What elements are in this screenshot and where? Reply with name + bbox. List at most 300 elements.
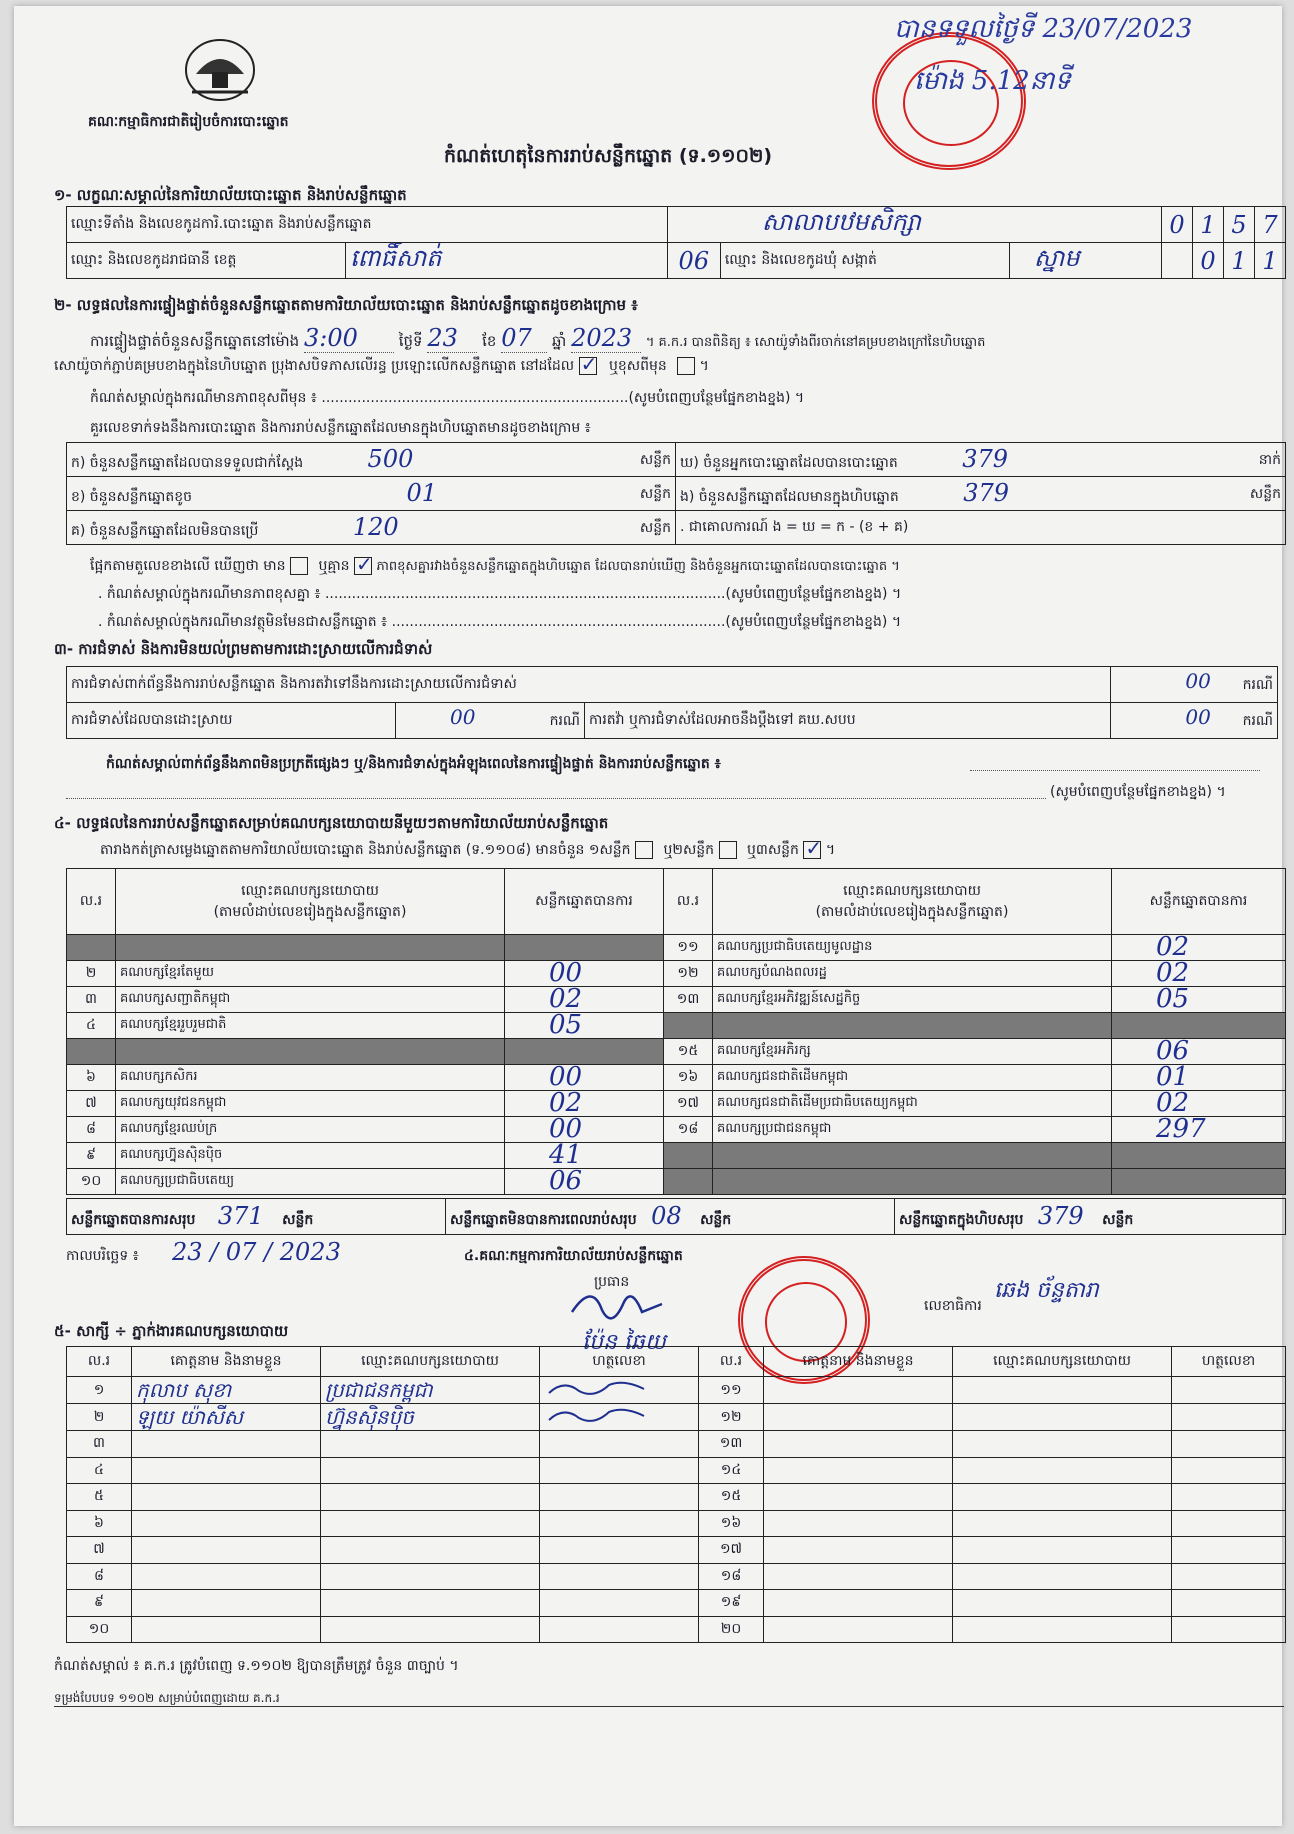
party-votes [1112,1065,1286,1091]
party-no [664,1091,713,1117]
party-name [116,1117,505,1143]
section1-heading: ១- លក្ខណៈសម្គាល់នៃការិយាល័យបោះឆ្នោត និងរាប់សន្លឹកឆ្នោត [54,186,407,204]
witness-name [132,1590,321,1617]
party-votes-value: 00 [549,1064,583,1091]
witness-no [67,1484,132,1511]
party-votes-value: 41 [549,1142,583,1169]
total-invalid-value: 08 [651,1202,682,1230]
commune-code-digit: 1 [1231,246,1247,275]
witness-no [67,1590,132,1617]
party-no-text: ១០ [80,1173,102,1189]
party-name [713,961,1112,987]
seal-line-text: សោយ៉ូចាក់ភ្ជាប់គម្របខាងក្នុងនៃហិបឆ្នោត ប្រុងាសបិទភាសលើរន្ធ ប្រឡោះលើកសន្លឹកឆ្នោត នៅដដែល [54,358,575,374]
received-date-note: បានទទួលថ្ងៃទី 23/07/2023 [894,14,1193,44]
witness-no-text: ១៦ [720,1514,742,1531]
total-valid-value: 371 [217,1202,264,1230]
party-name-text: គណបក្សខ្មែររួបរួមជាតិ [120,1017,227,1032]
witness-name [764,1537,953,1564]
witness-party [953,1377,1172,1404]
party-no [67,935,116,961]
total-box-value: 379 [1037,1202,1084,1230]
discrepancy-yes-checkbox[interactable] [290,557,308,575]
party-no [664,1065,713,1091]
witness-row [67,1404,1286,1431]
party-votes [505,1143,664,1169]
witness-signature [540,1431,699,1458]
party-votes [1112,987,1286,1013]
witness-signature [540,1510,699,1537]
voters-unit: នាក់ [1258,451,1281,468]
witness-party [321,1404,540,1431]
spoiled-ballots-label: ខ) ចំនួនសន្លឹកឆ្នោតខូច [71,488,192,505]
party-votes-value: 02 [1156,934,1190,961]
witness-no-text: ៦ [94,1514,104,1531]
witness-name [764,1616,953,1643]
section2-heading: ២- លទ្ធផលនៃការផ្ទៀងផ្ទាត់ចំនួនសន្លឹកឆ្នោតតាមការិយាល័យបោះឆ្នោត និងរាប់សន្លឹកឆ្នោតដូចខាងក្រោម ៖ [54,296,638,314]
location-code-digit: 0 [1169,210,1185,239]
party-votes [1112,1169,1286,1195]
witness-no-text: ១០ [88,1620,110,1637]
party-votes-value: 05 [549,1012,583,1039]
party-no [67,1169,116,1195]
appeal-unit: ករណី [1242,712,1273,729]
party-name [116,1091,505,1117]
party-no-text: ១២ [677,965,699,981]
witness-no [67,1510,132,1537]
party-votes [505,1169,664,1195]
witness-no-text: ១២ [720,1408,742,1425]
party-no-text: ២ [85,965,97,981]
party-name [713,987,1112,1013]
witness-name-text: ឡុយ យ៉ាសីស [136,1404,243,1429]
party-name-text: គណបក្សប្រជាធិបតេយ្យមូលដ្ឋាន [717,939,873,954]
section5-heading: ៥- សាក្សី ÷ ភ្នាក់ងារគណបក្សនយោបាយ [54,1322,289,1340]
witness-name [132,1510,321,1537]
party-name-text: គណបក្សខ្មែរឈប់ក្រ [120,1121,218,1136]
party-votes-value: 02 [1156,1090,1190,1117]
witness-party [321,1377,540,1404]
witness-party [953,1510,1172,1537]
witness-signature [1172,1457,1286,1484]
party-result-row [67,1091,1286,1117]
witness-row [67,1616,1286,1643]
party-name [116,1039,505,1065]
box-ballots-value: 379 [963,478,1010,507]
party-votes-value: 02 [549,986,583,1013]
witness-party [321,1563,540,1590]
footer-rule [54,1706,1284,1707]
witness-signature [1172,1537,1286,1564]
verification-year: 2023 [571,324,641,353]
verification-month: 07 [501,324,547,353]
col-party-line1: ឈ្មោះគណបក្សនយោបាយ [241,882,379,899]
party-name [713,1039,1112,1065]
witness-row [67,1457,1286,1484]
witness-row [67,1510,1286,1537]
committee-name: គណៈកម្មាធិការជាតិរៀបចំការបោះឆ្នោត [88,114,289,130]
witness-party-text: ហ្វ៊ុនស៊ិនប៉ិច [325,1404,414,1429]
witness-no-text: ៤ [94,1461,104,1478]
party-votes-value: 05 [1156,986,1190,1013]
party-votes-value: 02 [549,1090,583,1117]
witness-name [132,1484,321,1511]
witness-signature [540,1537,699,1564]
party-name [713,1169,1112,1195]
tally-sheet-line: តារាងកត់ត្រាសម្លេងឆ្នោតតាមការិយាល័យបោះឆ្នោត និងរាប់សន្លឹកឆ្នោត (ទ.១១០៨) មានចំនួន ១សន្លឹក ឬ២សន្លឹក ឬ៣សន្លឹក ✓ ។ [100,840,835,861]
irregularity-note: កំណត់សម្គាល់ពាក់ព័ន្ធនឹងភាពមិនប្រក្រតីផ្សេងៗ ឬ/និងការជំទាស់ក្នុងអំឡុងពេលនៃការផ្ទៀងផ្ទាត់ និងការរាប់សន្លឹកឆ្នោត ៖ [106,756,721,772]
witness-col-party: ឈ្មោះគណបក្សនយោបាយ [321,1347,540,1377]
witness-party [321,1457,540,1484]
witness-signature [540,1590,699,1617]
party-name [713,935,1112,961]
date-label: កាលបរិច្ឆេទ ៖ [66,1248,139,1264]
spoiled-ballots-unit: សន្លឹក [639,485,671,502]
party-no-text: ១១ [677,939,699,955]
seal-unchanged-checkbox[interactable] [579,357,597,375]
witness-signature [1172,1510,1286,1537]
objections-value: 00 [1185,668,1211,693]
party-result-row [67,1169,1286,1195]
objections-table [66,666,1278,739]
three-sheet-checkbox[interactable] [803,841,821,859]
three-sheet-label: ឬ៣សន្លឹក [746,842,799,858]
seal-changed-checkbox[interactable] [677,357,695,375]
party-name [116,1013,505,1039]
col-party-line2: (តាមលំដាប់លេខរៀងក្នុងសន្លឹកឆ្នោត) [815,903,1009,920]
witness-no-text: ១៩ [720,1594,742,1611]
party-no [67,987,116,1013]
foreign-object-note: . កំណត់សម្គាល់ក្នុងករណីមានវត្ថុមិនមែនជាសន្លឹកឆ្នោត ៖ ...........................................................................(សូមបំពេញបន្ថែមផ្នែកខាងខ្នង) ។ [98,614,902,630]
party-name-text: គណបក្សបំណងពលរដ្ឋ [717,965,827,980]
witness-name [132,1431,321,1458]
two-sheet-label: ឬ២សន្លឹក [663,842,715,858]
witness-no-text: ១១ [720,1381,742,1398]
party-no-text: ១៣ [676,991,700,1007]
witness-name [132,1457,321,1484]
section3-heading: ៣- ការជំទាស់ និងការមិនយល់ព្រមតាមការដោះស្រាយលើការជំទាស់ [54,640,433,658]
party-result-row [67,1013,1286,1039]
witness-row [67,1431,1286,1458]
witness-no-text: ១៧ [719,1541,743,1558]
witness-row [67,1590,1286,1617]
party-no [67,1117,116,1143]
party-name-text: គណបក្សខ្មែរអភិរក្ស [717,1043,811,1058]
witness-name [764,1457,953,1484]
witness-no [699,1563,764,1590]
discrepancy-note: . កំណត់សម្គាល់ក្នុងករណីមានភាពខុសគ្នា ៖ ..........................................................................................(សូមបំពេញបន្ថែមផ្នែកខាងខ្នង) ។ [98,586,902,602]
witness-party [953,1616,1172,1643]
witness-no [67,1537,132,1564]
party-votes [505,987,664,1013]
section1-table [66,206,1286,279]
witness-name [132,1377,321,1404]
party-votes-value: 01 [1156,1064,1190,1091]
witness-col-no: ល.រ [699,1347,764,1377]
location-code-digit: 7 [1262,210,1278,239]
total-invalid-unit: សន្លឹក [700,1212,732,1228]
witness-name [132,1563,321,1590]
party-no [67,1065,116,1091]
party-no-text: ៩ [86,1147,96,1163]
objections-label: ការជំទាស់ពាក់ព័ន្ធនឹងការរាប់សន្លឹកឆ្នោត និងការតវ៉ាទៅនឹងការដោះស្រាយលើការជំទាស់ [67,667,1111,703]
witness-body [67,1377,1286,1643]
witness-signature-icon [544,1404,654,1426]
verification-time: 3:00 [304,324,394,353]
party-name-text: គណបក្សខ្មែរអភិវឌ្ឍន៍សេដ្ឋកិច្ច [717,991,861,1006]
figures-intro: គួរលេខទាក់ទងនឹងការបោះឆ្នោត និងការរាប់សន្លឹកឆ្នោតដែលមានក្នុងហិបឆ្នោតមានដូចខាងក្រោម ៖ [90,420,591,436]
witness-signature [1172,1484,1286,1511]
appeal-value: 00 [1185,704,1211,729]
form-title: កំណត់ហេតុនៃការរាប់សន្លឹកឆ្នោត (ទ.១១០២) [444,145,773,167]
party-no [664,961,713,987]
witness-no-text: ១៤ [720,1461,742,1478]
discrepancy-no-checkbox[interactable] [354,557,372,575]
party-no [67,1143,116,1169]
witness-col-signature: ហត្ថលេខា [540,1347,699,1377]
witness-row [67,1484,1286,1511]
party-name-text: គណបក្សយុវជនកម្ពុជា [120,1095,227,1110]
witness-col-name: គោត្តនាម និងនាមខ្លួន [764,1347,953,1377]
totals-table [66,1198,1286,1235]
witness-no-text: ៩ [94,1594,104,1611]
party-votes [1112,1013,1286,1039]
party-votes [505,1091,664,1117]
witness-name [764,1484,953,1511]
party-votes [1112,1143,1286,1169]
province-code: 06 [678,246,710,275]
verification-line [90,324,985,354]
witness-no [699,1484,764,1511]
witness-no-text: ៥ [94,1488,104,1505]
witness-no-text: ២ [93,1408,105,1425]
party-name-text: គណបក្សប្រជាធិបតេយ្យ [120,1173,235,1188]
party-name-text: គណបក្សជនជាតិដើមប្រជាធិបតេយ្យកម្ពុជា [717,1095,918,1110]
party-votes-value: 00 [549,960,583,987]
resolved-unit: ករណី [549,712,580,729]
witness-signature [540,1616,699,1643]
party-name [116,961,505,987]
chair-label: ប្រធាន [594,1274,630,1290]
witness-no-text: ១៥ [720,1488,742,1505]
witness-no-text: ១៨ [720,1567,742,1584]
party-no [664,987,713,1013]
witness-party [321,1616,540,1643]
witness-party [953,1590,1172,1617]
party-no-text: ៨ [86,1121,96,1137]
witness-no [67,1457,132,1484]
location-code-digit: 5 [1231,210,1247,239]
party-no-text: ៦ [86,1069,96,1085]
party-name [713,1013,1112,1039]
witness-no-text: ៣ [93,1435,105,1452]
total-box-unit: សន្លឹក [1102,1212,1134,1228]
commune-value: ស្នាម [1033,244,1080,272]
witness-no [67,1431,132,1458]
received-ballots-label: ក) ចំនួនសន្លឹកឆ្នោតដែលបានទទួលជាក់ស្តែង [71,454,304,471]
party-no-text: ១៦ [677,1069,699,1085]
witness-name [132,1537,321,1564]
col-party [713,869,1112,935]
commune-label: ឈ្មោះ និងលេខកូដឃុំ សង្កាត់ [720,243,1009,279]
form-footer: ទម្រង់បែបបទ ១១០២ សម្រាប់បំពេញដោយ គ.ក.រ [54,1691,280,1705]
party-name [116,1065,505,1091]
document-sheet [14,6,1282,1826]
witness-col-name: គោត្តនាម និងនាមខ្លួន [132,1347,321,1377]
voters-value: 379 [962,444,1008,473]
one-sheet-checkbox[interactable] [635,841,653,859]
party-no [67,1039,116,1065]
witness-signature [540,1484,699,1511]
party-name-text: គណបក្សកសិករ [120,1069,198,1084]
party-no [664,1143,713,1169]
party-name [713,1091,1112,1117]
party-votes-value: 06 [1156,1038,1190,1065]
party-name [713,1143,1112,1169]
witness-signature [540,1404,699,1431]
party-votes [1112,1039,1286,1065]
party-result-row [67,1039,1286,1065]
witness-row [67,1563,1286,1590]
total-valid-label: សន្លឹកឆ្នោតបានការសរុប [71,1212,196,1228]
witness-no [699,1431,764,1458]
party-name [713,1117,1112,1143]
witness-party [953,1431,1172,1458]
party-no [67,1091,116,1117]
col-no: ល.រ [67,869,116,935]
party-name-text: គណបក្សជនជាតិដើមកម្ពុជា [717,1069,849,1084]
party-name-text: គណបក្សខ្មែរតែមួយ [120,965,215,980]
commune-code-digit: 1 [1262,246,1278,275]
party-no-text: ១៧ [676,1095,700,1111]
witness-party [953,1484,1172,1511]
witness-no [699,1537,764,1564]
witness-signature [540,1457,699,1484]
party-votes [505,1013,664,1039]
appeal-label: ការតវ៉ា ឬការជំទាស់ដែលអាចនឹងប្ដឹងទៅ គឃ.សបប [585,703,1111,739]
party-no-text: ៣ [85,991,97,1007]
box-ballots-label: ង) ចំនួនសន្លឹកឆ្នោតដែលមានក្នុងហិបឆ្នោត [680,488,899,505]
witness-no [67,1377,132,1404]
witness-signature [1172,1590,1286,1617]
verification-month-label: ខែ [482,332,497,350]
party-votes [505,935,664,961]
witness-name-text: កុលាប សុខា [136,1377,232,1402]
witness-signature [1172,1377,1286,1404]
two-sheet-checkbox[interactable] [719,841,737,859]
witness-name [764,1590,953,1617]
witness-no-text: ១៣ [719,1435,743,1452]
party-no [664,1039,713,1065]
total-invalid-label: សន្លឹកឆ្នោតមិនបានការពេលរាប់សរុប [450,1212,637,1228]
received-ballots-value: 500 [367,444,414,473]
witness-name [764,1510,953,1537]
col-no: ល.រ [664,869,713,935]
witness-no [67,1404,132,1431]
party-name [116,987,505,1013]
irregularity-dotted-line [66,798,1046,799]
witness-no-text: ២០ [720,1620,742,1637]
witness-name [132,1616,321,1643]
witness-signature [1172,1431,1286,1458]
col-party-line1: ឈ្មោះគណបក្សនយោបាយ [843,882,981,899]
witness-no [699,1404,764,1431]
party-no-text: ១៥ [677,1043,699,1059]
total-valid-unit: សន្លឹក [282,1212,314,1228]
col-party [116,869,505,935]
witness-name [764,1377,953,1404]
witness-signature-icon [544,1377,654,1399]
witness-no [699,1377,764,1404]
verification-year-label: ឆ្នាំ [551,332,567,350]
witness-no [699,1616,764,1643]
discrepancy-line [90,556,900,577]
party-result-row [67,1143,1286,1169]
party-votes [1112,935,1286,961]
party-result-row [67,935,1286,961]
objections-unit: ករណី [1242,676,1273,693]
witness-col-signature: ហត្ថលេខា [1172,1347,1286,1377]
witness-party [953,1457,1172,1484]
nec-emblem-icon [182,34,258,104]
date-value: 23 / 07 / 2023 [172,1238,341,1266]
witness-name [764,1563,953,1590]
witness-no [67,1616,132,1643]
party-votes [1112,1091,1286,1117]
col-votes: សន្លឹកឆ្នោតបានការ [1112,869,1286,935]
party-no [664,1169,713,1195]
witness-row [67,1377,1286,1404]
witness-party [953,1537,1172,1564]
section4-heading: ៤- លទ្ធផលនៃការរាប់សន្លឹកឆ្នោតសម្រាប់គណបក្សនយោបាយនីមួយៗតាមការិយាល័យរាប់សន្លឹកឆ្នោត [54,814,609,832]
party-name [116,935,505,961]
secretary-name: ឆេង ច័ន្ទតារា [994,1278,1099,1303]
discrepancy-no-label: ឬគ្មាន [318,558,350,574]
witness-party [321,1484,540,1511]
irregularity-dotted-line [970,770,1260,771]
party-results-table [66,868,1286,1195]
witness-signature [540,1377,699,1404]
party-votes-value: 02 [1156,960,1190,987]
party-votes-value: 00 [549,1116,583,1143]
total-box-label: សន្លឹកឆ្នោតក្នុងហិបសរុប [899,1212,1024,1228]
province-value: ពោធិ៍សាត់ [350,244,442,272]
witness-col-no: ល.រ [67,1347,132,1377]
witness-no [699,1510,764,1537]
verification-time-label: ការផ្ទៀងផ្ទាត់ចំនួនសន្លឹកឆ្នោតនៅម៉ោង [90,332,300,350]
party-result-row [67,1065,1286,1091]
location-code-digit: 1 [1200,210,1216,239]
col-party-line2: (តាមលំដាប់លេខរៀងក្នុងសន្លឹកឆ្នោត) [213,903,407,920]
witness-signature [1172,1404,1286,1431]
party-votes-value: 297 [1156,1116,1206,1143]
party-results-body [67,935,1286,1195]
received-ballots-unit: សន្លឹក [639,451,671,468]
spoiled-ballots-value: 01 [406,478,437,507]
ballot-formula: . ជាគោលការណ៍ ង = ឃ = ក - (ខ + គ) [676,511,1286,545]
ballot-figures-table [66,442,1286,545]
witness-col-party: ឈ្មោះគណបក្សនយោបាយ [953,1347,1172,1377]
party-votes [1112,961,1286,987]
secretary-label: លេខាធិការ [924,1298,982,1314]
party-name-text: គណបក្សហ្វ៊ុនស៊ិនប៉ិច [120,1147,223,1162]
unused-ballots-label: គ) ចំនួនសន្លឹកឆ្នោតដែលមិនបានប្រើ [71,522,259,539]
received-time-note: ម៉ោង 5.12នាទី [914,66,1071,96]
witness-row [67,1537,1286,1564]
verification-day-label: ថ្ងៃទី [398,332,423,350]
irregularity-note-end: (សូមបំពេញបន្ថែមផ្នែកខាងខ្នង) ។ [1050,784,1226,800]
party-name-text: គណបក្សសញ្ជាតិកម្ពុជា [120,991,231,1006]
witness-party [321,1510,540,1537]
